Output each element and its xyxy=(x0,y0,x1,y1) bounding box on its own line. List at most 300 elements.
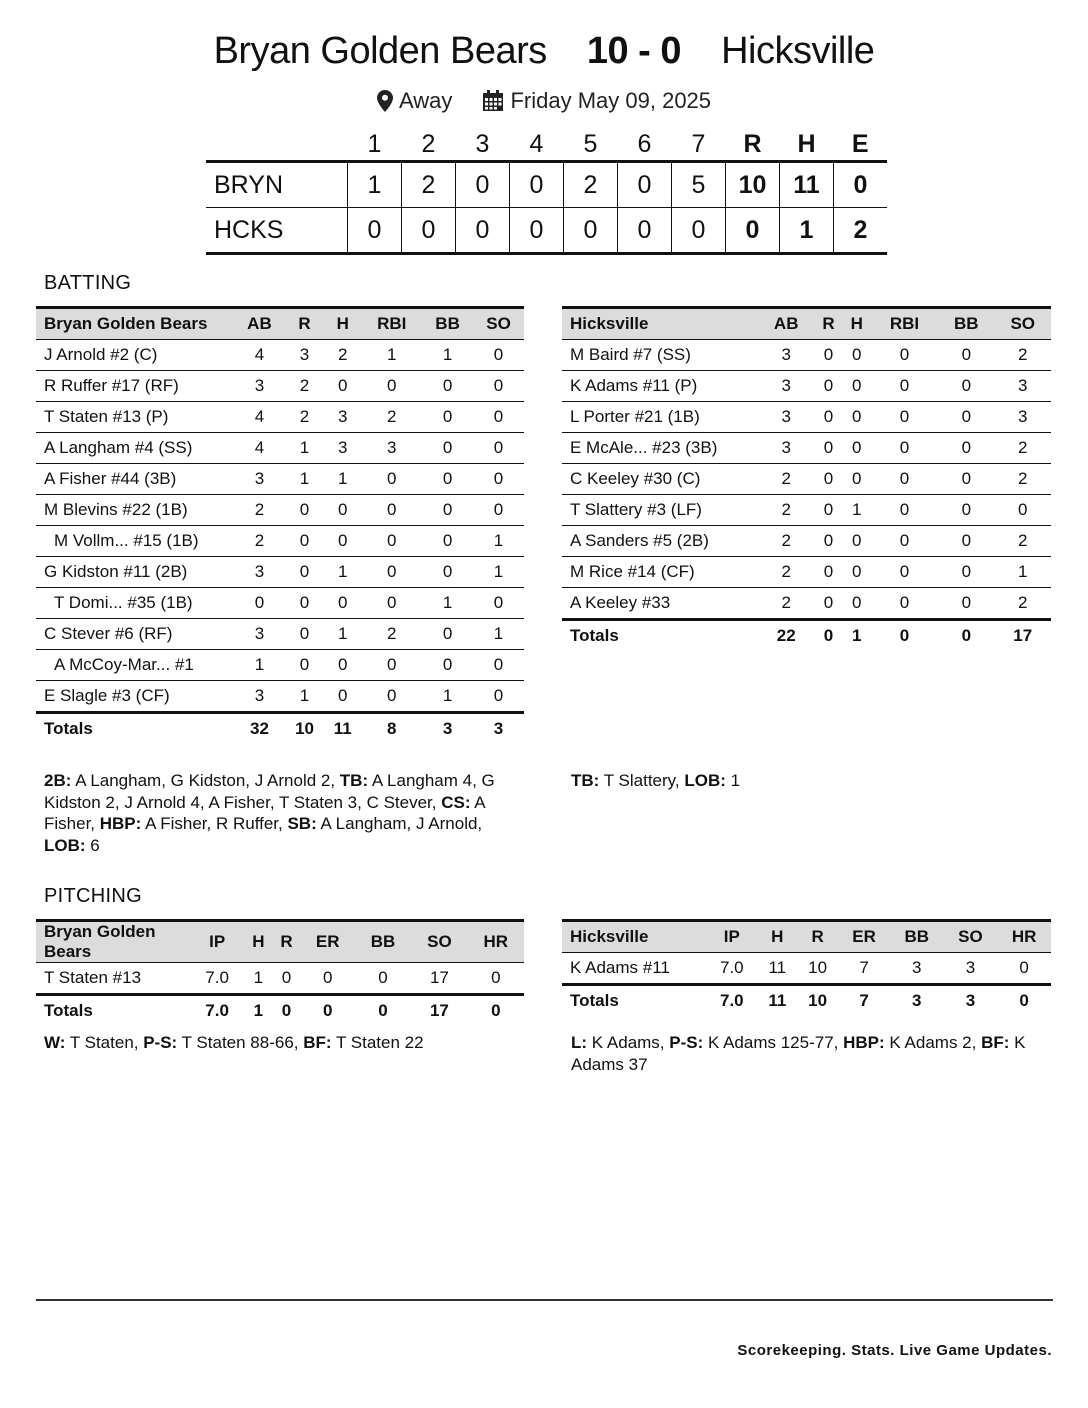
player-row xyxy=(36,433,524,464)
stat-cell: 0 xyxy=(843,340,871,371)
stat-cell: 1 xyxy=(473,619,524,650)
stat-cell: 0 xyxy=(285,650,324,681)
stat-cell: 0 xyxy=(324,371,361,402)
stat-cell: 0 xyxy=(422,619,473,650)
game-meta xyxy=(0,88,1088,118)
stat-cell: 0 xyxy=(422,371,473,402)
stat-cell: 3 xyxy=(758,340,814,371)
total-hits: 1 xyxy=(780,208,834,254)
player-name: C Stever #6 (RF) xyxy=(36,619,234,650)
total-cell: 3 xyxy=(890,985,944,1017)
note-label: SB: xyxy=(287,814,317,833)
note-label: HBP: xyxy=(843,1033,885,1052)
team-name-header: Bryan Golden Bears xyxy=(36,921,190,963)
batting-notes-away xyxy=(571,770,1043,792)
inning-score: 0 xyxy=(618,162,672,208)
stat-cell: 0 xyxy=(473,340,524,371)
note-text: T Staten 88-66, xyxy=(177,1033,304,1052)
stat-cell: 1 xyxy=(299,686,310,705)
player-row xyxy=(36,340,524,371)
player-row xyxy=(36,963,524,995)
stat-cell: 0 xyxy=(422,433,473,464)
stat-cell: 0 xyxy=(814,464,842,495)
stat-cell: 0 xyxy=(338,686,348,705)
stat-cell: 3 xyxy=(995,371,1051,402)
note-text: A Langham, G Kidston, J Arnold 2, xyxy=(71,771,340,790)
stat-cell: 0 xyxy=(814,526,842,557)
player-row xyxy=(36,619,524,650)
batting-table-home xyxy=(36,306,524,744)
stat-cell: 0 xyxy=(324,526,361,557)
column-header: AB xyxy=(234,308,285,340)
away-team-name: Hicksville xyxy=(721,30,875,72)
stat-cell: 0 xyxy=(961,593,972,612)
inning-score: 0 xyxy=(456,208,510,254)
column-header: H xyxy=(843,308,871,340)
stat-cell: 1 xyxy=(473,557,524,588)
player-row xyxy=(562,402,1051,433)
stat-cell: 0 xyxy=(871,433,938,464)
note-text: T Slattery, xyxy=(599,771,685,790)
inning-header: 2 xyxy=(421,129,436,158)
note-label: W: xyxy=(44,1033,66,1052)
column-header: BB xyxy=(422,308,473,340)
stat-cell: 11 xyxy=(768,958,787,977)
player-name: M Blevins #22 (1B) xyxy=(36,495,234,526)
column-header: H xyxy=(324,308,361,340)
stat-cell: 1 xyxy=(843,495,871,526)
stat-cell: 3 xyxy=(285,340,324,371)
total-cell: 1 xyxy=(843,620,871,652)
runs-header: R xyxy=(743,129,762,158)
stat-cell: 0 xyxy=(843,464,871,495)
stat-cell: 0 xyxy=(871,557,938,588)
map-pin-icon xyxy=(377,90,393,112)
stat-cell: 0 xyxy=(422,650,473,681)
inning-header: 4 xyxy=(529,129,544,158)
stat-cell: 2 xyxy=(361,619,422,650)
team-name-header: Hicksville xyxy=(562,308,758,340)
stat-cell: 0 xyxy=(234,588,285,619)
stat-cell: 3 xyxy=(758,433,814,464)
total-cell: 11 xyxy=(324,713,361,745)
player-row xyxy=(562,340,1051,371)
note-text: K Adams 37 xyxy=(571,1033,1026,1074)
player-name: C Keeley #30 (C) xyxy=(562,464,758,495)
column-header: SO xyxy=(944,921,998,953)
pitching-section-title: PITCHING xyxy=(44,885,142,907)
player-name: A Keeley #33 xyxy=(570,593,671,612)
column-header: H xyxy=(758,921,797,953)
stat-cell: 7.0 xyxy=(720,958,744,977)
player-name: A McCoy-Mar... #1 xyxy=(36,650,234,681)
stat-cell: 2 xyxy=(234,526,285,557)
stat-cell: 3 xyxy=(912,958,922,977)
note-text: A Langham, J Arnold, xyxy=(316,814,483,833)
total-cell: 17 xyxy=(411,995,467,1027)
inning-header: 5 xyxy=(583,129,598,158)
stat-cell: 0 xyxy=(473,650,524,681)
totals-label: Totals xyxy=(36,713,234,745)
inning-header: 3 xyxy=(475,129,490,158)
stat-cell: 0 xyxy=(843,433,871,464)
player-name: G Kidston #11 (2B) xyxy=(36,557,234,588)
stat-cell: 1 xyxy=(422,340,473,371)
stat-cell: 0 xyxy=(473,495,524,526)
stat-cell: 0 xyxy=(422,557,473,588)
stat-cell: 2 xyxy=(234,495,285,526)
stat-cell: 0 xyxy=(422,526,473,557)
stat-cell: 2 xyxy=(995,340,1051,371)
player-row xyxy=(36,650,524,681)
stat-cell: 0 xyxy=(285,619,324,650)
stat-cell: 0 xyxy=(871,402,938,433)
stat-cell: 0 xyxy=(323,968,333,987)
total-errors: 0 xyxy=(834,162,888,208)
stat-cell: 0 xyxy=(814,433,842,464)
stat-cell: 3 xyxy=(234,464,285,495)
location-text: Away xyxy=(398,88,453,113)
stat-cell: 1 xyxy=(324,464,361,495)
stat-cell: 0 xyxy=(361,650,422,681)
player-row xyxy=(36,588,524,619)
stat-cell: 17 xyxy=(429,968,449,987)
note-label: HBP: xyxy=(99,814,142,833)
location xyxy=(377,88,452,114)
column-header: SO xyxy=(411,921,467,963)
stat-cell: 0 xyxy=(843,402,871,433)
note-text: A Fisher, R Ruffer, xyxy=(141,814,288,833)
stat-cell: 3 xyxy=(965,958,976,977)
inning-score: 0 xyxy=(402,208,456,254)
note-label: LOB: xyxy=(684,771,726,790)
total-cell: 10 xyxy=(797,985,838,1017)
note-label: P-S: xyxy=(143,1033,178,1052)
stat-cell: 0 xyxy=(823,593,834,612)
stat-cell: 3 xyxy=(758,402,814,433)
stat-cell: 0 xyxy=(361,557,422,588)
inning-score: 0 xyxy=(564,208,618,254)
total-cell: 11 xyxy=(758,985,797,1017)
inning-score: 5 xyxy=(672,162,726,208)
player-row xyxy=(562,433,1051,464)
stat-cell: 1 xyxy=(324,619,361,650)
pitching-table-away xyxy=(562,919,1051,1016)
player-name: T Slattery #3 (LF) xyxy=(562,495,758,526)
stat-cell: 0 xyxy=(938,340,994,371)
column-header: IP xyxy=(706,921,758,953)
inning-score: 1 xyxy=(348,162,402,208)
totals-row xyxy=(36,713,524,745)
batting-table-away xyxy=(562,306,1051,651)
stat-cell: 3 xyxy=(995,402,1051,433)
stat-cell: 0 xyxy=(938,433,994,464)
stat-cell: 2 xyxy=(995,433,1051,464)
stat-cell: 0 xyxy=(899,593,910,612)
totals-label: Totals xyxy=(562,985,706,1017)
player-name: M Baird #7 (SS) xyxy=(562,340,758,371)
column-header: ER xyxy=(838,921,890,953)
team-name-header: Hicksville xyxy=(562,921,706,953)
stat-cell: 0 xyxy=(422,464,473,495)
stat-cell: 0 xyxy=(814,402,842,433)
stat-cell: 2 xyxy=(995,526,1051,557)
total-cell: 22 xyxy=(758,620,814,652)
total-cell: 32 xyxy=(234,713,285,745)
note-text: A Fisher, xyxy=(44,792,485,833)
stat-cell: 2 xyxy=(758,495,814,526)
linescore-row-home xyxy=(206,162,887,208)
player-row xyxy=(36,495,524,526)
player-name: E Slagle #3 (CF) xyxy=(44,686,170,705)
total-cell: 0 xyxy=(468,995,524,1027)
linescore-row-away xyxy=(206,208,887,254)
calendar-icon xyxy=(482,90,504,112)
stat-cell: 0 xyxy=(281,968,292,987)
stat-cell: 0 xyxy=(814,557,842,588)
team-abbr: BRYN xyxy=(206,162,348,208)
pitching-table-home xyxy=(36,919,524,1026)
column-header: BB xyxy=(890,921,944,953)
note-label: CS: xyxy=(441,792,471,812)
player-row xyxy=(562,557,1051,588)
stat-cell: 1 xyxy=(442,686,453,705)
player-name: L Porter #21 (1B) xyxy=(562,402,758,433)
total-cell: 3 xyxy=(422,713,473,745)
stat-cell: 0 xyxy=(422,495,473,526)
stat-cell: 2 xyxy=(361,402,422,433)
total-cell: 0 xyxy=(814,620,842,652)
stat-cell: 0 xyxy=(871,371,938,402)
note-text: K Adams 125-77, xyxy=(703,1033,844,1052)
home-team-name: Bryan Golden Bears xyxy=(213,30,547,72)
batting-section-title: BATTING xyxy=(44,272,132,294)
total-cell: 3 xyxy=(473,713,524,745)
stat-cell: 0 xyxy=(387,686,397,705)
batting-notes-home xyxy=(44,770,516,856)
player-row xyxy=(36,557,524,588)
stat-cell: 0 xyxy=(938,402,994,433)
total-cell: 7 xyxy=(838,985,890,1017)
player-name: T Staten #13 (P) xyxy=(36,402,234,433)
totals-row xyxy=(562,620,1051,652)
stat-cell: 2 xyxy=(285,402,324,433)
stat-cell: 3 xyxy=(324,402,361,433)
note-label: BF: xyxy=(981,1033,1010,1052)
stat-cell: 0 xyxy=(473,371,524,402)
stat-cell: 0 xyxy=(843,557,871,588)
stat-cell: 0 xyxy=(938,557,994,588)
note-label: L: xyxy=(571,1033,588,1052)
stat-cell: 0 xyxy=(324,495,361,526)
pitching-notes-away xyxy=(571,1032,1031,1075)
total-cell: 10 xyxy=(285,713,324,745)
total-errors: 2 xyxy=(834,208,888,254)
stat-cell: 0 xyxy=(361,464,422,495)
stat-cell: 0 xyxy=(491,968,501,987)
player-name: K Adams #11 (P) xyxy=(562,371,758,402)
stat-cell: 0 xyxy=(324,588,361,619)
stat-cell: 0 xyxy=(473,464,524,495)
stat-cell: 0 xyxy=(361,526,422,557)
player-row xyxy=(562,495,1051,526)
stat-cell: 1 xyxy=(995,557,1051,588)
stat-cell: 0 xyxy=(493,686,504,705)
stat-cell: 0 xyxy=(938,495,994,526)
total-cell: 0 xyxy=(997,985,1051,1017)
inning-score: 0 xyxy=(618,208,672,254)
stat-cell: 1 xyxy=(422,588,473,619)
player-name: K Adams #11 xyxy=(570,958,670,977)
column-header: BB xyxy=(355,921,411,963)
stat-cell: 0 xyxy=(843,371,871,402)
note-text: 1 xyxy=(725,771,741,790)
column-header: R xyxy=(797,921,838,953)
player-name: E McAle... #23 (3B) xyxy=(562,433,758,464)
stat-cell: 1 xyxy=(285,464,324,495)
stat-cell: 7.0 xyxy=(205,968,229,987)
total-cell: 0 xyxy=(301,995,355,1027)
note-label: 2B: xyxy=(44,771,72,790)
total-cell: 7.0 xyxy=(190,995,244,1027)
stat-cell: 0 xyxy=(814,371,842,402)
stat-cell: 0 xyxy=(814,495,842,526)
stat-cell: 3 xyxy=(758,371,814,402)
pitching-notes-home xyxy=(44,1032,516,1054)
column-header: AB xyxy=(758,308,814,340)
column-header: RBI xyxy=(871,308,938,340)
inning-header: 6 xyxy=(637,129,652,158)
footer-tagline: Scorekeeping. Stats. Live Game Updates. xyxy=(737,1342,1052,1359)
player-name: T Domi... #35 (1B) xyxy=(36,588,234,619)
inning-score: 0 xyxy=(672,208,726,254)
note-label: P-S: xyxy=(669,1033,704,1052)
stat-cell: 0 xyxy=(361,371,422,402)
column-header: HR xyxy=(468,921,524,963)
note-text: 6 xyxy=(85,835,100,855)
column-header: R xyxy=(272,921,300,963)
player-row xyxy=(562,526,1051,557)
total-cell: 8 xyxy=(361,713,422,745)
player-name: A Sanders #5 (2B) xyxy=(562,526,758,557)
player-row xyxy=(36,402,524,433)
stat-cell: 0 xyxy=(995,495,1051,526)
stat-cell: 3 xyxy=(234,619,285,650)
stat-cell: 4 xyxy=(234,402,285,433)
column-header: SO xyxy=(473,308,524,340)
totals-label: Totals xyxy=(36,995,190,1027)
player-row xyxy=(36,681,524,713)
total-cell: 0 xyxy=(938,620,994,652)
stat-cell: 2 xyxy=(758,464,814,495)
total-cell: 7.0 xyxy=(706,985,758,1017)
stat-cell: 1 xyxy=(234,650,285,681)
stat-cell: 1 xyxy=(253,968,264,987)
player-name: J Arnold #2 (C) xyxy=(36,340,234,371)
player-name: M Rice #14 (CF) xyxy=(562,557,758,588)
stat-cell: 2 xyxy=(781,593,791,612)
stat-cell: 0 xyxy=(1019,958,1029,977)
stat-cell: 0 xyxy=(473,402,524,433)
date-text: Friday May 09, 2025 xyxy=(510,88,712,113)
total-hits: 11 xyxy=(780,162,834,208)
stat-cell: 2 xyxy=(758,557,814,588)
note-label: TB: xyxy=(339,771,369,790)
stat-cell: 1 xyxy=(473,526,524,557)
stat-cell: 0 xyxy=(843,526,871,557)
totals-row xyxy=(562,985,1051,1017)
note-text: K Adams, xyxy=(587,1033,670,1052)
total-cell: 3 xyxy=(944,985,998,1017)
date xyxy=(482,88,711,114)
player-row xyxy=(562,371,1051,402)
stat-cell: 10 xyxy=(808,958,828,977)
stat-cell: 0 xyxy=(285,557,324,588)
note-text: K Adams 2, xyxy=(884,1033,982,1052)
stat-cell: 2 xyxy=(324,340,361,371)
player-row xyxy=(562,953,1051,985)
hits-header: H xyxy=(797,129,816,158)
stat-cell: 0 xyxy=(871,340,938,371)
note-text: A Langham 4, G Kidston 2, J Arnold 4, A Fisher, T Staten 3, C Stever, xyxy=(44,771,495,812)
total-cell: 17 xyxy=(995,620,1051,652)
inning-score: 0 xyxy=(456,162,510,208)
total-cell: 0 xyxy=(871,620,938,652)
stat-cell: 0 xyxy=(285,495,324,526)
game-title xyxy=(0,30,1088,73)
stat-cell: 3 xyxy=(234,371,285,402)
note-label: LOB: xyxy=(44,835,86,855)
final-score: 10 - 0 xyxy=(586,30,681,72)
total-runs: 0 xyxy=(726,208,780,254)
column-header: ER xyxy=(301,921,355,963)
stat-cell: 0 xyxy=(324,650,361,681)
stat-cell: 0 xyxy=(938,464,994,495)
player-name: A Langham #4 (SS) xyxy=(36,433,234,464)
player-row xyxy=(36,371,524,402)
note-label: BF: xyxy=(303,1033,332,1052)
total-cell: 0 xyxy=(355,995,411,1027)
column-header: RBI xyxy=(361,308,422,340)
inning-score: 2 xyxy=(564,162,618,208)
note-label: TB: xyxy=(571,771,600,790)
stat-cell: 0 xyxy=(938,371,994,402)
column-header: IP xyxy=(190,921,244,963)
stat-cell: 1 xyxy=(324,557,361,588)
stat-cell: 0 xyxy=(871,464,938,495)
inning-header: 1 xyxy=(367,129,382,158)
stat-cell: 3 xyxy=(361,433,422,464)
total-runs: 10 xyxy=(726,162,780,208)
stat-cell: 3 xyxy=(234,557,285,588)
player-name: A Fisher #44 (3B) xyxy=(36,464,234,495)
player-name: R Ruffer #17 (RF) xyxy=(36,371,234,402)
stat-cell: 0 xyxy=(361,495,422,526)
stat-cell: 0 xyxy=(871,526,938,557)
stat-cell: 0 xyxy=(378,968,388,987)
stat-cell: 4 xyxy=(234,433,285,464)
stat-cell: 0 xyxy=(473,433,524,464)
totals-row xyxy=(36,995,524,1027)
note-text: T Staten, xyxy=(65,1033,144,1052)
stat-cell: 0 xyxy=(814,340,842,371)
totals-label: Totals xyxy=(562,620,758,652)
stat-cell: 2 xyxy=(758,526,814,557)
column-header: BB xyxy=(938,308,994,340)
player-row xyxy=(562,588,1051,620)
inning-score: 2 xyxy=(402,162,456,208)
column-header: HR xyxy=(997,921,1051,953)
